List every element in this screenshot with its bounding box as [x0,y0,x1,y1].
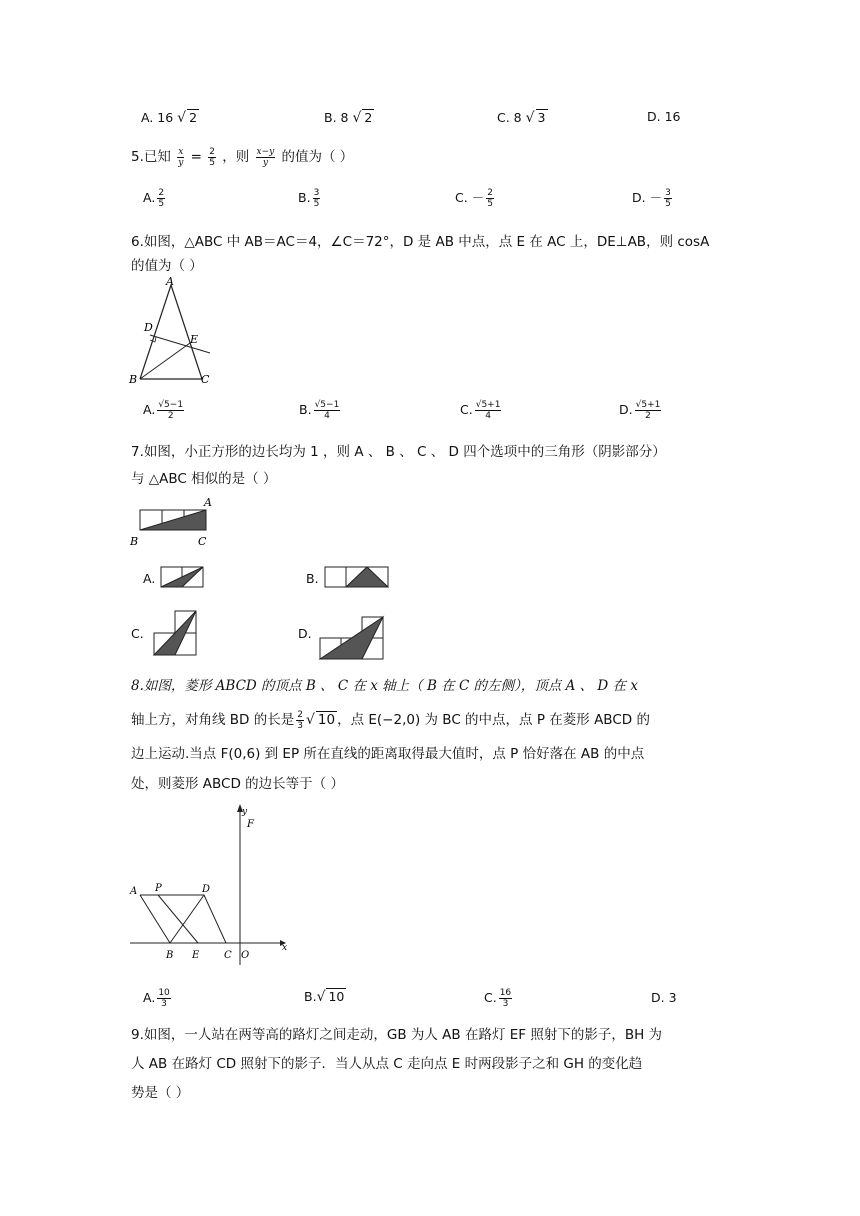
q8-option-a: A. $\frac{10}{3}$ [143,988,170,1009]
q7-option-d-figure [318,616,388,662]
q6-label-e: E [190,333,199,346]
q7-option-b-figure [324,565,390,589]
q8-label-c: C [224,950,232,961]
q8-label-a: A [130,886,138,897]
q6-stem-line1: 6.如图，△ABC 中 AB＝AC＝4，∠C＝72°，D 是 AB 中点，点 E 在 AC 上，DE⊥AB，则 cosA [131,234,710,250]
q9-stem-line3: 势是（ ） [131,1085,190,1101]
q6-option-b: B. $\frac{√5-1}{4}$ [299,400,340,421]
q4-option-c: C. 8 √ 3 [497,110,546,126]
q9-stem-line1: 9.如图，一人站在两等高的路灯之间走动，GB 为人 AB 在路灯 EF 照射下的影子，BH 为 [131,1027,663,1043]
q8-stem-line3: 边上运动.当点 F(0,6) 到 EP 所在直线的距离取得最大值时，点 P 恰好落在 AB 的中点 [131,746,645,762]
q6-option-c: C. $\frac{√5+1}{4}$ [460,400,501,421]
q7-option-a-figure [160,565,206,589]
q7-option-c-label: C. [131,626,144,641]
q7-option-a-label: A. [143,571,156,586]
q7-label-b: B [130,535,139,548]
q7-option-c-figure [152,609,200,659]
q4-option-d: D. 16 [647,109,681,124]
q8-label-f: F [247,819,254,830]
q7-option-b-label: B. [306,571,319,586]
q6-label-c: C [201,373,210,386]
q6-label-b: B [129,373,138,386]
q7-abc-figure [128,493,220,549]
q6-label-a: A [166,275,174,288]
q5-option-d: D. － $\frac{3}{5}$ [632,188,671,209]
q7-label-c: C [198,535,207,548]
q6-triangle-figure [128,275,218,390]
q7-stem-line1: 7.如图，小正方形的边长均为 1 ，则 A 、 B 、 C 、 D 四个选项中的三角形（阴影部分） [131,444,666,460]
q8-label-e: E [192,950,200,961]
q6-stem-line2: 的值为（ ） [131,258,203,274]
q6-label-d: D [144,321,153,334]
q8-stem-line2: 轴上方，对角线 BD 的长是 $\frac{2}{3}$ √ 10 ，点 E(−2,0) 为 BC 的中点，点 P 在菱形 ABCD 的 [131,709,650,731]
q8-label-d: D [202,884,211,895]
q7-stem-line2: 与 △ABC 相似的是（ ） [131,471,277,487]
q5-stem: 5.已知 $\frac{x}{y}$ = $\frac{2}{5}$ ，则 $\frac{x-y}{y}$ 的值为（ ） [131,146,354,168]
q8-stem-line1: 8.如图，菱形 ABCD 的顶点 B 、 C 在 x 轴上（ B 在 C 的左侧），顶点 A 、 D 在 x [131,678,638,694]
q5-option-a: A. $\frac{2}{5}$ [143,188,165,209]
q6-option-a: A. $\frac{√5-1}{2}$ [143,400,184,421]
q7-label-a: A [204,496,212,509]
q9-stem-line2: 人 AB 在路灯 CD 照射下的影子．当人从点 C 走向点 E 时两段影子之和 GH 的变化趋 [131,1056,643,1072]
q8-label-b: B [166,950,174,961]
q8-option-c: C. $\frac{16}{3}$ [484,988,512,1009]
q5-option-c: C. － $\frac{2}{5}$ [455,188,493,209]
q8-stem-line4: 处，则菱形 ABCD 的边长等于（ ） [131,776,344,792]
q6-option-d: D. $\frac{√5+1}{2}$ [619,400,661,421]
q8-label-y: y [242,807,248,817]
q5-option-b: B. $\frac{3}{5}$ [298,188,320,209]
q8-rhombus-figure [128,800,298,970]
q4-option-b: B. 8 √ 2 [324,110,373,126]
q8-option-d: D. 3 [651,990,677,1005]
q8-option-b: B.√ 10 [304,989,345,1005]
q8-label-p: P [155,883,162,894]
q4-option-a: A. 16 √ 2 [141,110,198,126]
q8-label-o: O [241,950,250,961]
q8-label-x: x [282,943,288,953]
q7-option-d-label: D. [298,626,312,641]
